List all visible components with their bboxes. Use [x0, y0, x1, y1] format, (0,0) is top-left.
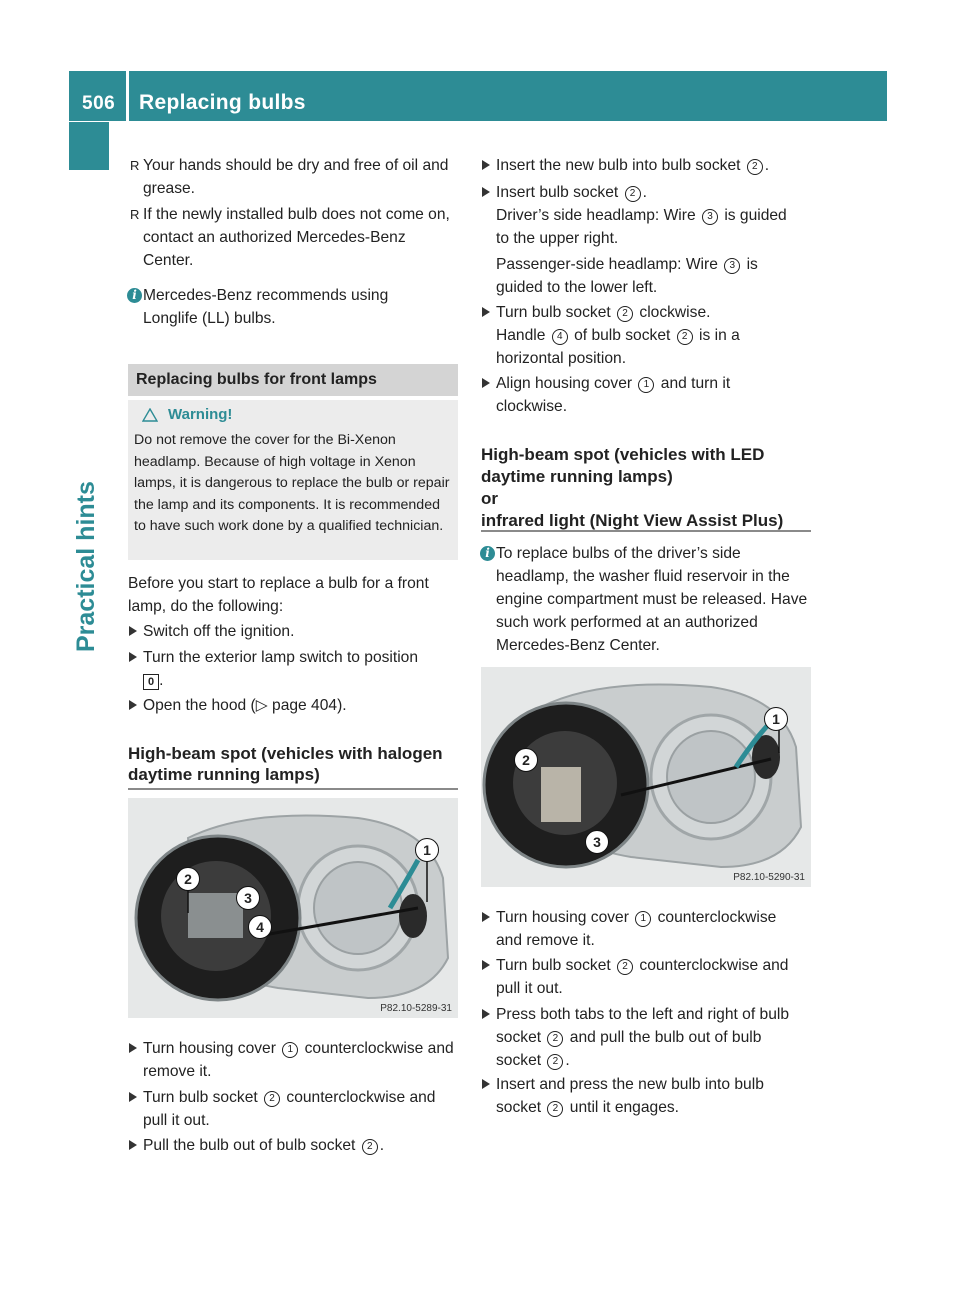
callout-ref: 2: [677, 329, 693, 345]
step-arrow-icon: [482, 307, 490, 317]
side-tab-label: Practical hints: [72, 481, 100, 652]
step-arrow-icon: [129, 700, 137, 710]
warning-triangle-icon: [142, 408, 158, 422]
callout-4: 4: [248, 915, 272, 939]
step-text: Align housing cover: [496, 375, 633, 392]
step-text: and turn it: [660, 375, 731, 392]
headlamp-drawing: [481, 667, 811, 887]
step-text: Insert the new bulb into bulb socket: [496, 157, 741, 174]
headlamp-drawing: [128, 798, 458, 1018]
callout-ref: 2: [617, 959, 633, 975]
callout-ref: 3: [702, 209, 718, 225]
step-text: counterclockwise: [657, 909, 777, 926]
heading-line: or: [481, 489, 498, 508]
step-text: Turn housing cover: [143, 1040, 276, 1057]
callout-3: 3: [585, 830, 609, 854]
step-text: socket: [496, 1052, 542, 1069]
step-text: .: [379, 1137, 385, 1154]
step-text: to the upper right.: [496, 230, 619, 247]
step-text: is guided: [724, 207, 787, 224]
step-text: Turn bulb socket: [496, 304, 611, 321]
bullet-text: If the newly installed bulb does not come on, contact an authorized Mercedes-Benz Center.: [143, 206, 450, 269]
callout-ref: 3: [724, 258, 740, 274]
step-text: .: [159, 672, 164, 689]
callout-ref: 2: [362, 1139, 378, 1155]
step-arrow-icon: [129, 1140, 137, 1150]
step-item: [143, 694, 459, 717]
step-text: guided to the lower left.: [496, 279, 658, 296]
step-text: counterclockwise and pull it out.: [143, 1089, 436, 1129]
step-text: Switch off the ignition.: [143, 623, 295, 640]
step-text: Passenger-side headlamp: Wire: [496, 256, 718, 273]
info-icon: i: [127, 288, 142, 303]
image-caption: P82.10-5289-31: [380, 1003, 452, 1014]
step-item: [496, 906, 816, 952]
step-text: Press both tabs to the left and right of bulb: [496, 1006, 789, 1023]
step-text: socket: [496, 1029, 542, 1046]
step-arrow-icon: [482, 160, 490, 170]
step-arrow-icon: [129, 1092, 137, 1102]
info-text: Mercedes-Benz recommends using Longlife (LL) bulbs.: [143, 287, 389, 327]
heading-line: daytime running lamps): [481, 467, 673, 486]
callout-ref: 4: [552, 329, 568, 345]
list-item: [130, 203, 459, 272]
info-note: [132, 284, 443, 330]
step-item: [143, 646, 459, 692]
step-text: socket: [496, 1099, 542, 1116]
step-item: [496, 954, 816, 1000]
callout-2: 2: [176, 867, 200, 891]
list-item: [130, 154, 463, 200]
callout-ref: 2: [264, 1091, 280, 1107]
step-text: clockwise.: [639, 304, 711, 321]
step-arrow-icon: [129, 652, 137, 662]
step-text: Open the hood (▷ page 404).: [143, 697, 347, 714]
step-item: [496, 1003, 816, 1072]
warning-body: Do not remove the cover for the Bi-Xenon headlamp. Because of high voltage in Xenon lamps, it is dangerous to replace the bulb or repair the lamp and its components. It is recommended to have such work done by a qualified technician.: [134, 432, 450, 534]
step-item: [143, 1037, 459, 1083]
step-item: [496, 1073, 816, 1119]
callout-ref: 2: [547, 1031, 563, 1047]
step-arrow-icon: [482, 960, 490, 970]
callout-ref: 2: [547, 1101, 563, 1117]
step-item: [496, 301, 816, 370]
callout-1: 1: [415, 838, 439, 862]
bullet-text: Your hands should be dry and free of oil and grease.: [143, 157, 449, 197]
callout-ref: 2: [547, 1054, 563, 1070]
step-arrow-icon: [482, 1009, 490, 1019]
section-title-bar: [128, 364, 458, 396]
switch-position-symbol: 0: [143, 674, 159, 690]
bullet-r: R: [130, 207, 140, 222]
step-text: until it engages.: [569, 1099, 679, 1116]
step-text: counterclockwise and remove it.: [143, 1040, 454, 1080]
subsection-heading: [481, 444, 813, 532]
callout-ref: 1: [282, 1042, 298, 1058]
page-header: [69, 71, 887, 121]
step-text: .: [565, 1052, 570, 1069]
step-arrow-icon: [129, 1043, 137, 1053]
step-arrow-icon: [482, 378, 490, 388]
callout-ref: 2: [747, 159, 763, 175]
step-text: Pull the bulb out of bulb socket: [143, 1137, 356, 1154]
heading-rule: [128, 788, 458, 790]
step-arrow-icon: [482, 1079, 490, 1089]
callout-ref: 1: [638, 377, 654, 393]
callout-ref: 1: [635, 911, 651, 927]
headlamp-illustration-led: [481, 667, 811, 887]
step-text: .: [764, 157, 770, 174]
step-text: horizontal position.: [496, 350, 627, 367]
warning-title: Warning!: [168, 406, 233, 423]
side-tab-marker: [69, 122, 109, 170]
step-item: [496, 154, 816, 177]
step-text: Turn the exterior lamp switch to position: [143, 649, 419, 666]
step-text: Turn housing cover: [496, 909, 629, 926]
step-text: clockwise.: [496, 398, 568, 415]
step-text: .: [642, 184, 647, 201]
callout-1: 1: [764, 707, 788, 731]
info-icon: i: [480, 546, 495, 561]
chapter-title: Replacing bulbs: [139, 91, 306, 114]
step-item: [143, 1134, 459, 1157]
bullet-r: R: [130, 158, 140, 173]
step-text: Handle: [496, 327, 546, 344]
page-number: 506: [82, 93, 116, 114]
section-title: Replacing bulbs for front lamps: [136, 371, 377, 388]
header-divider: [126, 71, 129, 121]
heading-line: infrared light (Night View Assist Plus): [481, 511, 784, 530]
step-text: Driver’s side headlamp: Wire: [496, 207, 696, 224]
step-item: [143, 620, 459, 643]
step-item: [143, 1086, 459, 1132]
callout-ref: 2: [617, 306, 633, 322]
step-text: counterclockwise and: [639, 957, 789, 974]
step-text: and pull the bulb out of bulb: [569, 1029, 762, 1046]
step-text: Insert bulb socket: [496, 184, 619, 201]
step-text: Insert and press the new bulb into bulb: [496, 1076, 764, 1093]
headlamp-illustration-halogen: [128, 798, 458, 1018]
heading-line: High-beam spot (vehicles with LED: [481, 445, 765, 464]
step-arrow-icon: [482, 187, 490, 197]
step-text: is: [746, 256, 758, 273]
step-text: of bulb socket: [574, 327, 671, 344]
warning-box: [128, 400, 458, 560]
intro-text: Before you start to replace a bulb for a front lamp, do the following:: [128, 575, 429, 615]
info-text: To replace bulbs of the driver’s side headlamp, the washer fluid reservoir in the engine compartment must be released. Have such work performed at an authorized Mercedes-Benz Center.: [496, 545, 808, 654]
heading-rule: [481, 530, 811, 532]
step-text: pull it out.: [496, 980, 563, 997]
step-text: is in a: [699, 327, 740, 344]
info-note: [485, 542, 814, 657]
image-caption: P82.10-5290-31: [733, 872, 805, 883]
callout-ref: 2: [625, 186, 641, 202]
callout-3: 3: [236, 886, 260, 910]
step-text: Turn bulb socket: [143, 1089, 258, 1106]
step-text: and remove it.: [496, 932, 595, 949]
step-arrow-icon: [129, 626, 137, 636]
step-item: [496, 372, 816, 418]
callout-2: 2: [514, 748, 538, 772]
step-item: [496, 181, 816, 299]
step-text: Turn bulb socket: [496, 957, 611, 974]
subsection-heading: High-beam spot (vehicles with halogen daytime running lamps): [128, 744, 443, 784]
step-arrow-icon: [482, 912, 490, 922]
